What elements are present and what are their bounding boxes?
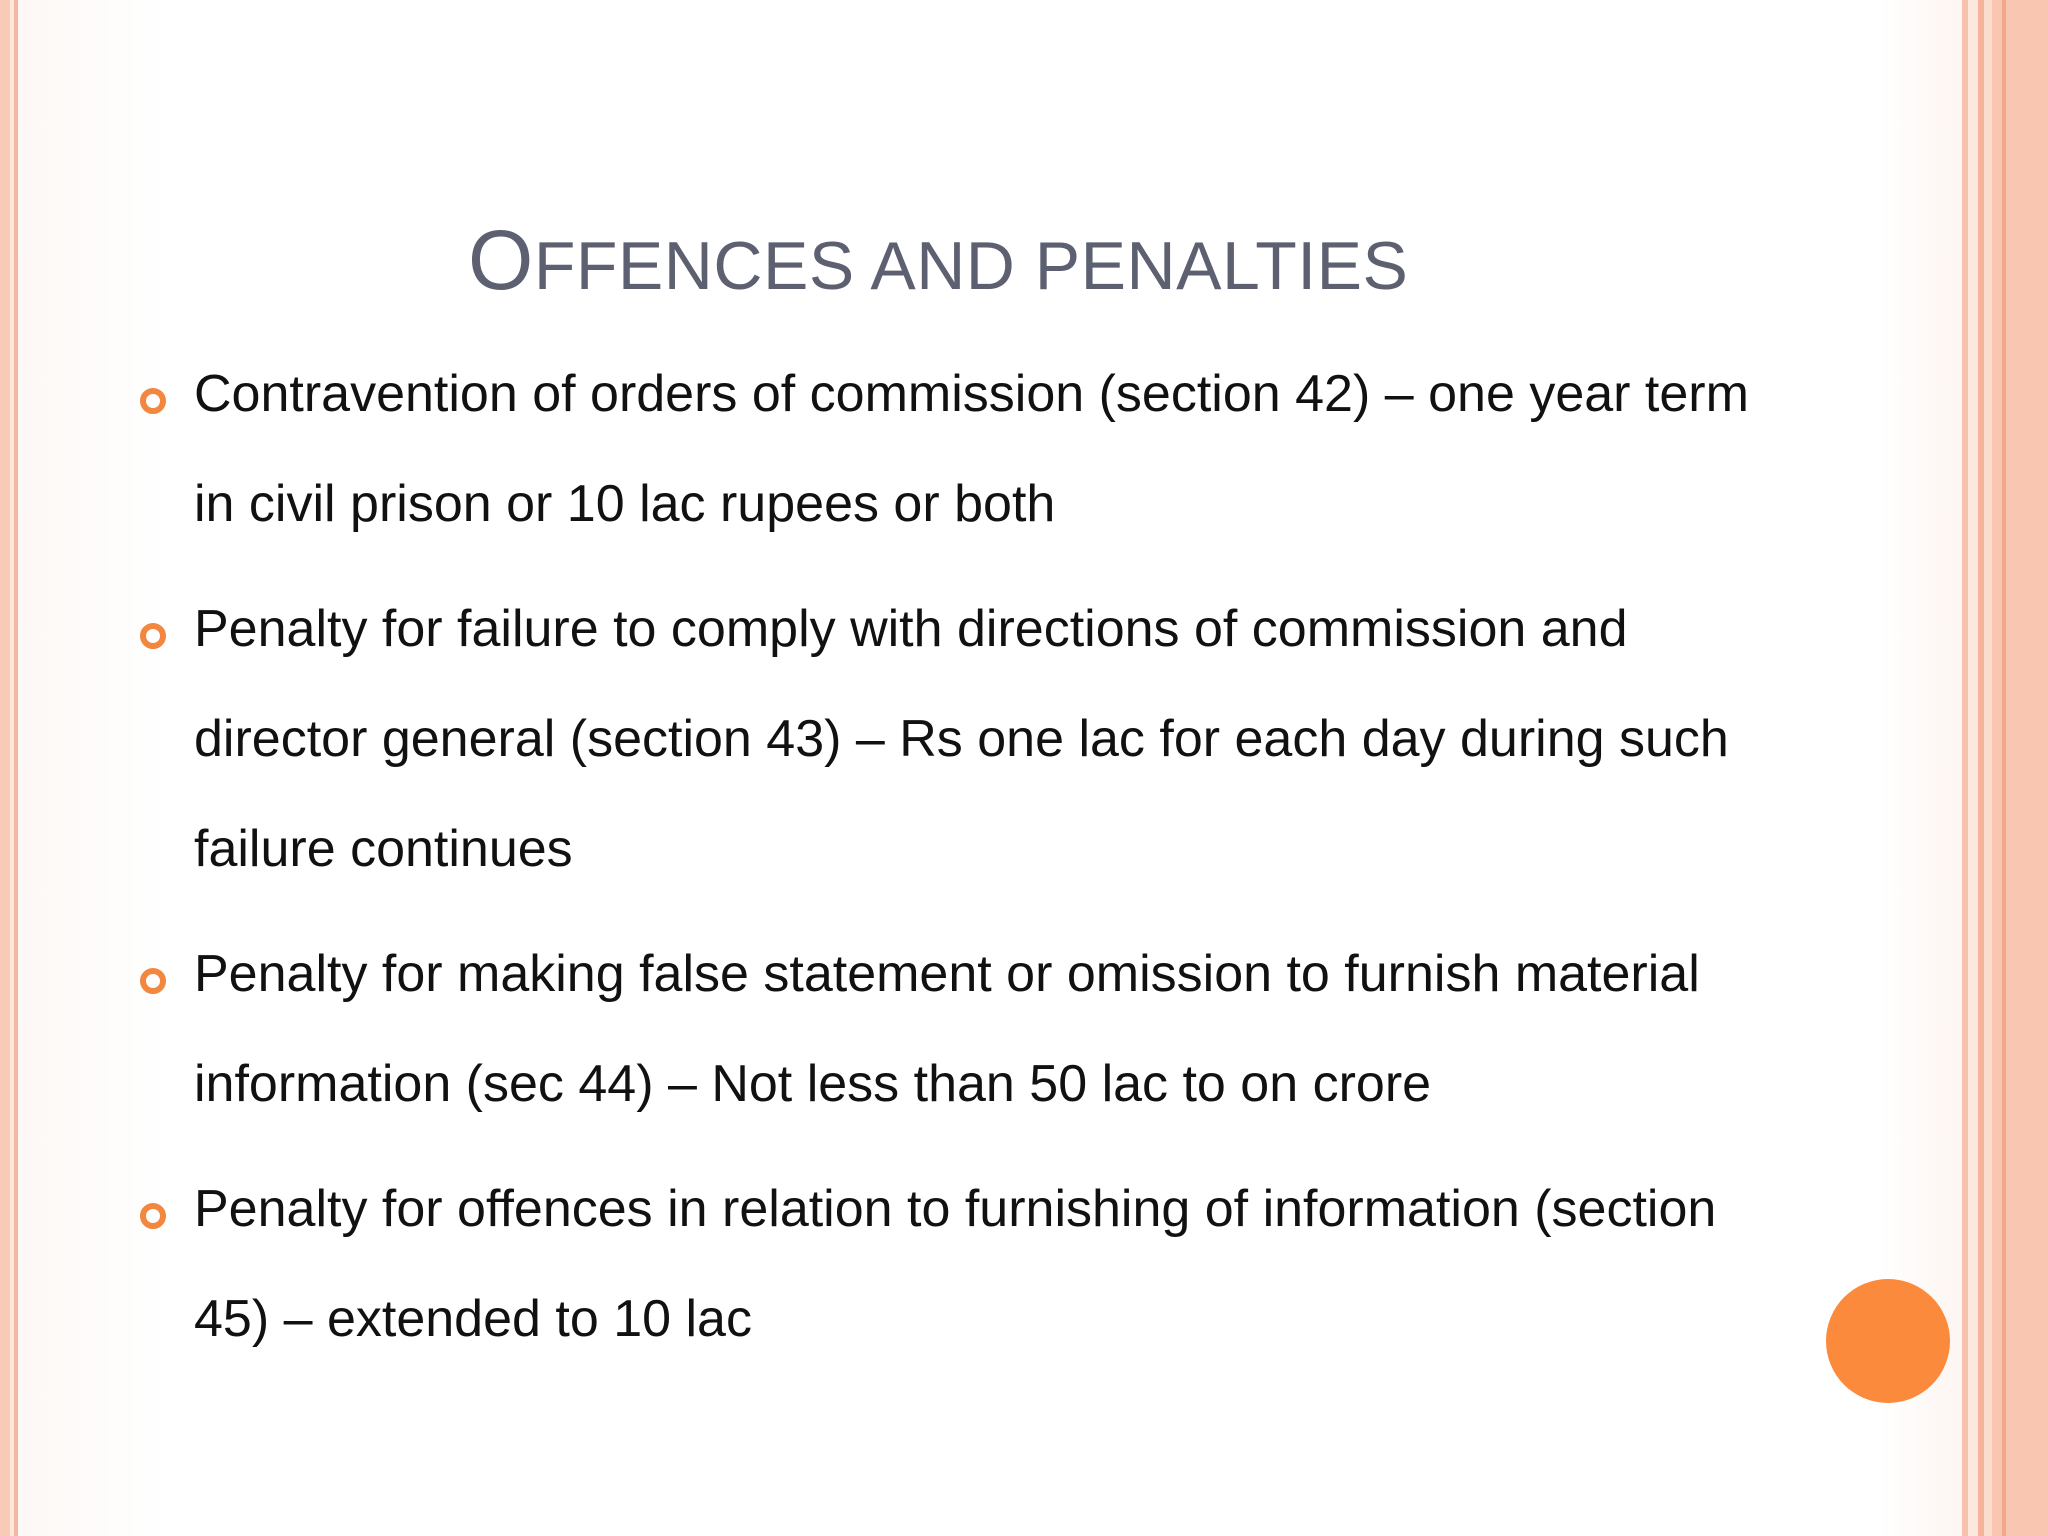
bullet-text	[194, 1154, 2044, 1374]
decorative-orange-circle	[1826, 1279, 1950, 1403]
bullet-text	[194, 919, 2044, 1139]
bullet-line: Penalty for offences in relation to furnishing of information (section	[194, 1180, 1717, 1238]
hollow-circle-bullet-icon	[140, 623, 166, 649]
hollow-circle-bullet-icon	[140, 1203, 166, 1229]
bullet-text	[194, 339, 2044, 559]
slide-title-initial: O	[468, 213, 534, 307]
hollow-circle-bullet-icon	[140, 388, 166, 414]
bullet-line: Penalty for failure to comply with directions of commission and	[194, 600, 1628, 658]
bullet-line: director general (section 43) – Rs one lac for each day during such	[194, 710, 1729, 768]
bullet-text	[194, 574, 2044, 904]
bullet-line: information (sec 44) – Not less than 50 lac to on crore	[194, 1055, 1432, 1113]
bullet-line: failure continues	[194, 820, 573, 878]
bullet-line: in civil prison or 10 lac rupees or both	[194, 475, 1056, 533]
bullet-line: Contravention of orders of commission (section 42) – one year term	[194, 365, 1749, 423]
bullet-line: 45) – extended to 10 lac	[194, 1290, 752, 1348]
hollow-circle-bullet-icon	[140, 968, 166, 994]
slide-title-rest: FFENCES AND PENALTIES	[533, 228, 1409, 304]
bullet-line: Penalty for making false statement or omission to furnish material	[194, 945, 1700, 1003]
